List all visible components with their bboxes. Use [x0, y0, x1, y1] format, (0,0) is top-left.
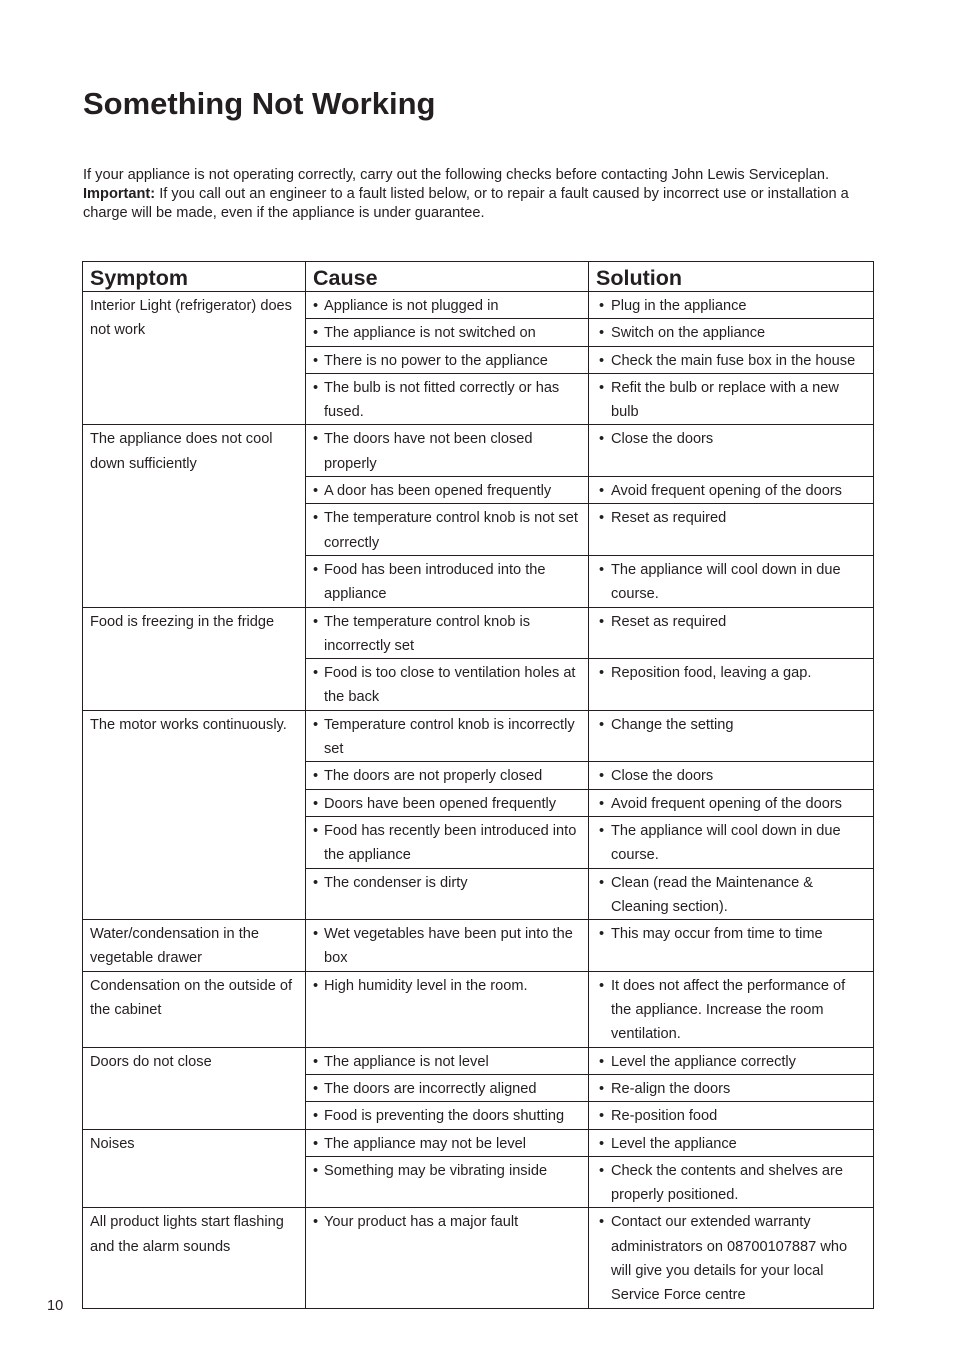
solution-cell [589, 920, 874, 972]
cause-text: • The temperature control knob is incorrectly set [313, 610, 582, 659]
important-note [83, 185, 878, 223]
solution-cell [589, 319, 874, 346]
solution-text: • Clean (read the Maintenance & Cleaning section). [596, 871, 867, 920]
solution-cell [589, 1047, 874, 1074]
solution-cell [589, 1129, 874, 1156]
solution-text: • Plug in the appliance [596, 294, 867, 318]
solution-text: • It does not affect the performance of the appliance. Increase the room ventilation. [596, 974, 867, 1047]
symptom-cell: Water/condensation in the vegetable drawer [83, 920, 306, 972]
cause-cell [306, 1208, 589, 1308]
cause-cell [306, 1156, 589, 1208]
cause-cell [306, 319, 589, 346]
cause-text: • Something may be vibrating inside [313, 1159, 582, 1183]
cause-cell [306, 477, 589, 504]
solution-cell [589, 971, 874, 1047]
solution-cell [589, 425, 874, 477]
cause-cell [306, 504, 589, 556]
solution-text: • The appliance will cool down in due course. [596, 558, 867, 607]
solution-cell [589, 659, 874, 711]
cause-text: • Food has recently been introduced into the appliance [313, 819, 582, 868]
important-label: Important: [83, 186, 156, 202]
page-number: 10 [47, 1298, 64, 1314]
cause-text: • Doors have been opened frequently [313, 792, 582, 816]
solution-cell [589, 1156, 874, 1208]
cause-text: • High humidity level in the room. [313, 974, 582, 998]
table-row [83, 1129, 874, 1156]
solution-text: • Avoid frequent opening of the doors [596, 479, 867, 503]
cause-cell [306, 1047, 589, 1074]
table-row [83, 710, 874, 762]
table-row [83, 920, 874, 972]
symptom-cell: All product lights start flashing and the alarm sounds [83, 1208, 306, 1308]
solution-cell [589, 1208, 874, 1308]
cause-cell [306, 292, 589, 319]
solution-text: • Change the setting [596, 713, 867, 737]
cause-text: • Food has been introduced into the appliance [313, 558, 582, 607]
cause-cell [306, 710, 589, 762]
intro-section [83, 166, 878, 223]
solution-cell [589, 710, 874, 762]
cause-text: • The doors are incorrectly aligned [313, 1077, 582, 1101]
cause-text: • The appliance is not level [313, 1050, 582, 1074]
intro-text: If your appliance is not operating correctly, carry out the following checks before contacting John Lewis Serviceplan. [83, 167, 830, 183]
cause-cell [306, 920, 589, 972]
symptom-cell: Doors do not close [83, 1047, 306, 1129]
solution-cell [589, 607, 874, 659]
solution-text: • Re-align the doors [596, 1077, 867, 1101]
solution-cell [589, 816, 874, 868]
cause-cell [306, 607, 589, 659]
symptom-cell: Food is freezing in the fridge [83, 607, 306, 710]
cause-text: • The doors have not been closed properly [313, 427, 582, 476]
cause-text: • Food is preventing the doors shutting [313, 1104, 582, 1128]
cause-cell [306, 816, 589, 868]
cause-text: • The appliance is not switched on [313, 321, 582, 345]
cause-cell [306, 373, 589, 425]
solution-text: • The appliance will cool down in due course. [596, 819, 867, 868]
table-row [83, 1047, 874, 1074]
table-header-row [83, 262, 874, 292]
solution-text: • Level the appliance correctly [596, 1050, 867, 1074]
solution-text: • Switch on the appliance [596, 321, 867, 345]
cause-cell [306, 659, 589, 711]
cause-cell [306, 1129, 589, 1156]
cause-cell [306, 1074, 589, 1101]
solution-text: • Check the contents and shelves are properly positioned. [596, 1159, 867, 1208]
page-title: Something Not Working [83, 86, 436, 121]
cause-text: • The temperature control knob is not set correctly [313, 506, 582, 555]
symptom-header: Symptom [83, 262, 306, 292]
symptom-cell: Interior Light (refrigerator) does not work [83, 292, 306, 425]
symptom-cell: Condensation on the outside of the cabinet [83, 971, 306, 1047]
cause-text: • The condenser is dirty [313, 871, 582, 895]
solution-header: Solution [589, 262, 874, 292]
table-row [83, 292, 874, 319]
solution-text: • Reposition food, leaving a gap. [596, 661, 867, 685]
symptom-cell: The appliance does not cool down sufficiently [83, 425, 306, 607]
important-text: If you call out an engineer to a fault listed below, or to repair a fault caused by incorrect use or installation a charge will be made, even if the appliance is under guarantee. [83, 186, 849, 221]
troubleshooting-table [82, 261, 874, 1309]
solution-text: • Close the doors [596, 764, 867, 788]
solution-text: • Re-position food [596, 1104, 867, 1128]
cause-cell [306, 971, 589, 1047]
cause-cell [306, 346, 589, 373]
cause-text: • Appliance is not plugged in [313, 294, 582, 318]
solution-text: • Avoid frequent opening of the doors [596, 792, 867, 816]
cause-text: • Food is too close to ventilation holes at the back [313, 661, 582, 710]
cause-text: • A door has been opened frequently [313, 479, 582, 503]
solution-cell [589, 555, 874, 607]
cause-text: • Temperature control knob is incorrectly set [313, 713, 582, 762]
cause-text: • The bulb is not fitted correctly or has fused. [313, 376, 582, 425]
solution-cell [589, 762, 874, 789]
solution-cell [589, 1074, 874, 1101]
cause-cell [306, 425, 589, 477]
cause-text: • There is no power to the appliance [313, 349, 582, 373]
cause-cell [306, 555, 589, 607]
solution-text: • This may occur from time to time [596, 922, 867, 946]
symptom-cell: The motor works continuously. [83, 710, 306, 919]
solution-cell [589, 346, 874, 373]
cause-cell [306, 868, 589, 920]
solution-text: • Contact our extended warranty administrators on 08700107887 who will give you details for your local Service Force centre [596, 1210, 867, 1307]
table-row [83, 607, 874, 659]
table-row [83, 425, 874, 477]
solution-cell [589, 868, 874, 920]
solution-text: • Level the appliance [596, 1132, 867, 1156]
cause-header: Cause [306, 262, 589, 292]
cause-cell [306, 789, 589, 816]
solution-cell [589, 477, 874, 504]
table-row [83, 1208, 874, 1308]
cause-cell [306, 762, 589, 789]
table-body [83, 292, 874, 1309]
cause-text: • The doors are not properly closed [313, 764, 582, 788]
cause-text: • Your product has a major fault [313, 1210, 582, 1234]
solution-cell [589, 1102, 874, 1129]
cause-cell [306, 1102, 589, 1129]
solution-text: • Close the doors [596, 427, 867, 451]
table-row [83, 971, 874, 1047]
solution-cell [589, 504, 874, 556]
cause-text: • Wet vegetables have been put into the box [313, 922, 582, 971]
solution-text: • Check the main fuse box in the house [596, 349, 867, 373]
solution-text: • Reset as required [596, 610, 867, 634]
solution-text: • Reset as required [596, 506, 867, 530]
solution-text: • Refit the bulb or replace with a new bulb [596, 376, 867, 425]
solution-cell [589, 789, 874, 816]
symptom-cell: Noises [83, 1129, 306, 1208]
solution-cell [589, 373, 874, 425]
cause-text: • The appliance may not be level [313, 1132, 582, 1156]
solution-cell [589, 292, 874, 319]
